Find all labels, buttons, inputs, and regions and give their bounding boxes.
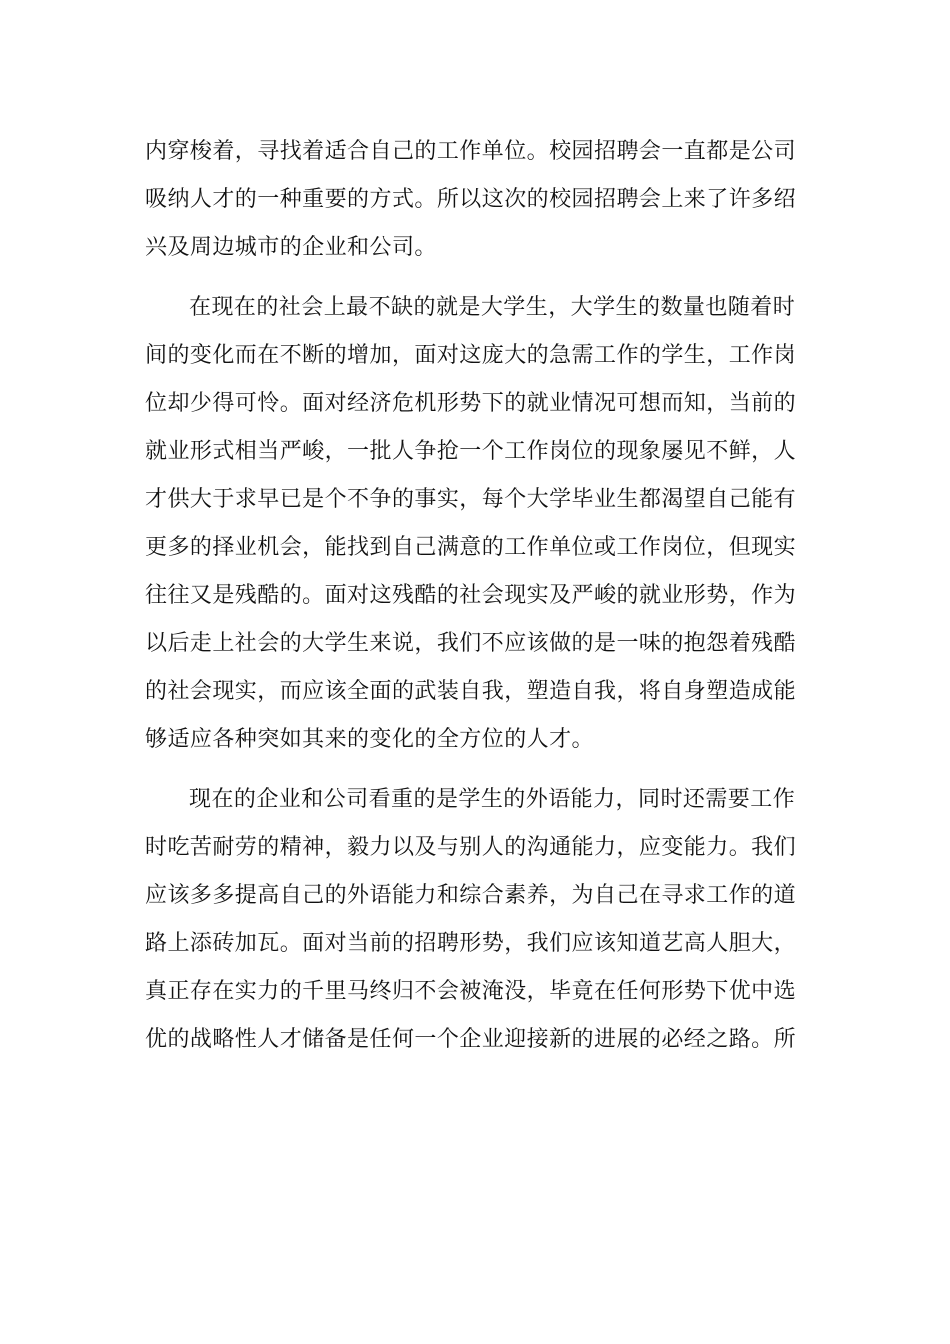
paragraph-spacer <box>145 272 805 284</box>
paragraph-2 <box>145 284 805 764</box>
text-line: 位却少得可怜。面对经济危机形势下的就业情况可想而知，当前的 <box>145 391 797 416</box>
paragraph-spacer <box>145 764 805 776</box>
text-line: 优的战略性人才储备是任何一个企业迎接新的进展的必经之路。所 <box>145 1027 797 1052</box>
text-line: 更多的择业机会，能找到自己满意的工作单位或工作岗位，但现实 <box>145 535 797 560</box>
text-line: 真正存在实力的千里马终归不会被淹没，毕竟在任何形势下优中选 <box>145 979 797 1004</box>
document-body <box>145 128 805 1064</box>
text-line: 现在的企业和公司看重的是学生的外语能力，同时还需要工作 <box>189 787 796 812</box>
text-line: 路上添砖加瓦。面对当前的招聘形势，我们应该知道艺高人胆大， <box>145 931 797 956</box>
text-line: 应该多多提高自己的外语能力和综合素养，为自己在寻求工作的道 <box>145 883 797 908</box>
text-line: 够适应各种突如其来的变化的全方位的人才。 <box>145 727 595 752</box>
text-line: 吸纳人才的一种重要的方式。所以这次的校园招聘会上来了许多绍 <box>145 187 797 212</box>
text-line: 就业形式相当严峻，一批人争抢一个工作岗位的现象屡见不鲜，人 <box>145 439 797 464</box>
text-line: 兴及周边城市的企业和公司。 <box>145 235 437 260</box>
text-line: 时吃苦耐劳的精神，毅力以及与别人的沟通能力，应变能力。我们 <box>145 835 797 860</box>
text-line: 才供大于求早已是个不争的事实，每个大学毕业生都渴望自己能有 <box>145 487 797 512</box>
text-line: 内穿梭着，寻找着适合自己的工作单位。校园招聘会一直都是公司 <box>145 139 797 164</box>
paragraph-3 <box>145 776 805 1064</box>
text-line: 以后走上社会的大学生来说，我们不应该做的是一味的抱怨着残酷 <box>145 631 797 656</box>
text-line: 间的变化而在不断的增加，面对这庞大的急需工作的学生，工作岗 <box>145 343 797 368</box>
text-line: 的社会现实，而应该全面的武装自我，塑造自我，将自身塑造成能 <box>145 679 797 704</box>
text-line: 在现在的社会上最不缺的就是大学生，大学生的数量也随着时 <box>189 295 796 320</box>
text-line: 往往又是残酷的。面对这残酷的社会现实及严峻的就业形势，作为 <box>145 583 797 608</box>
paragraph-1 <box>145 128 805 272</box>
